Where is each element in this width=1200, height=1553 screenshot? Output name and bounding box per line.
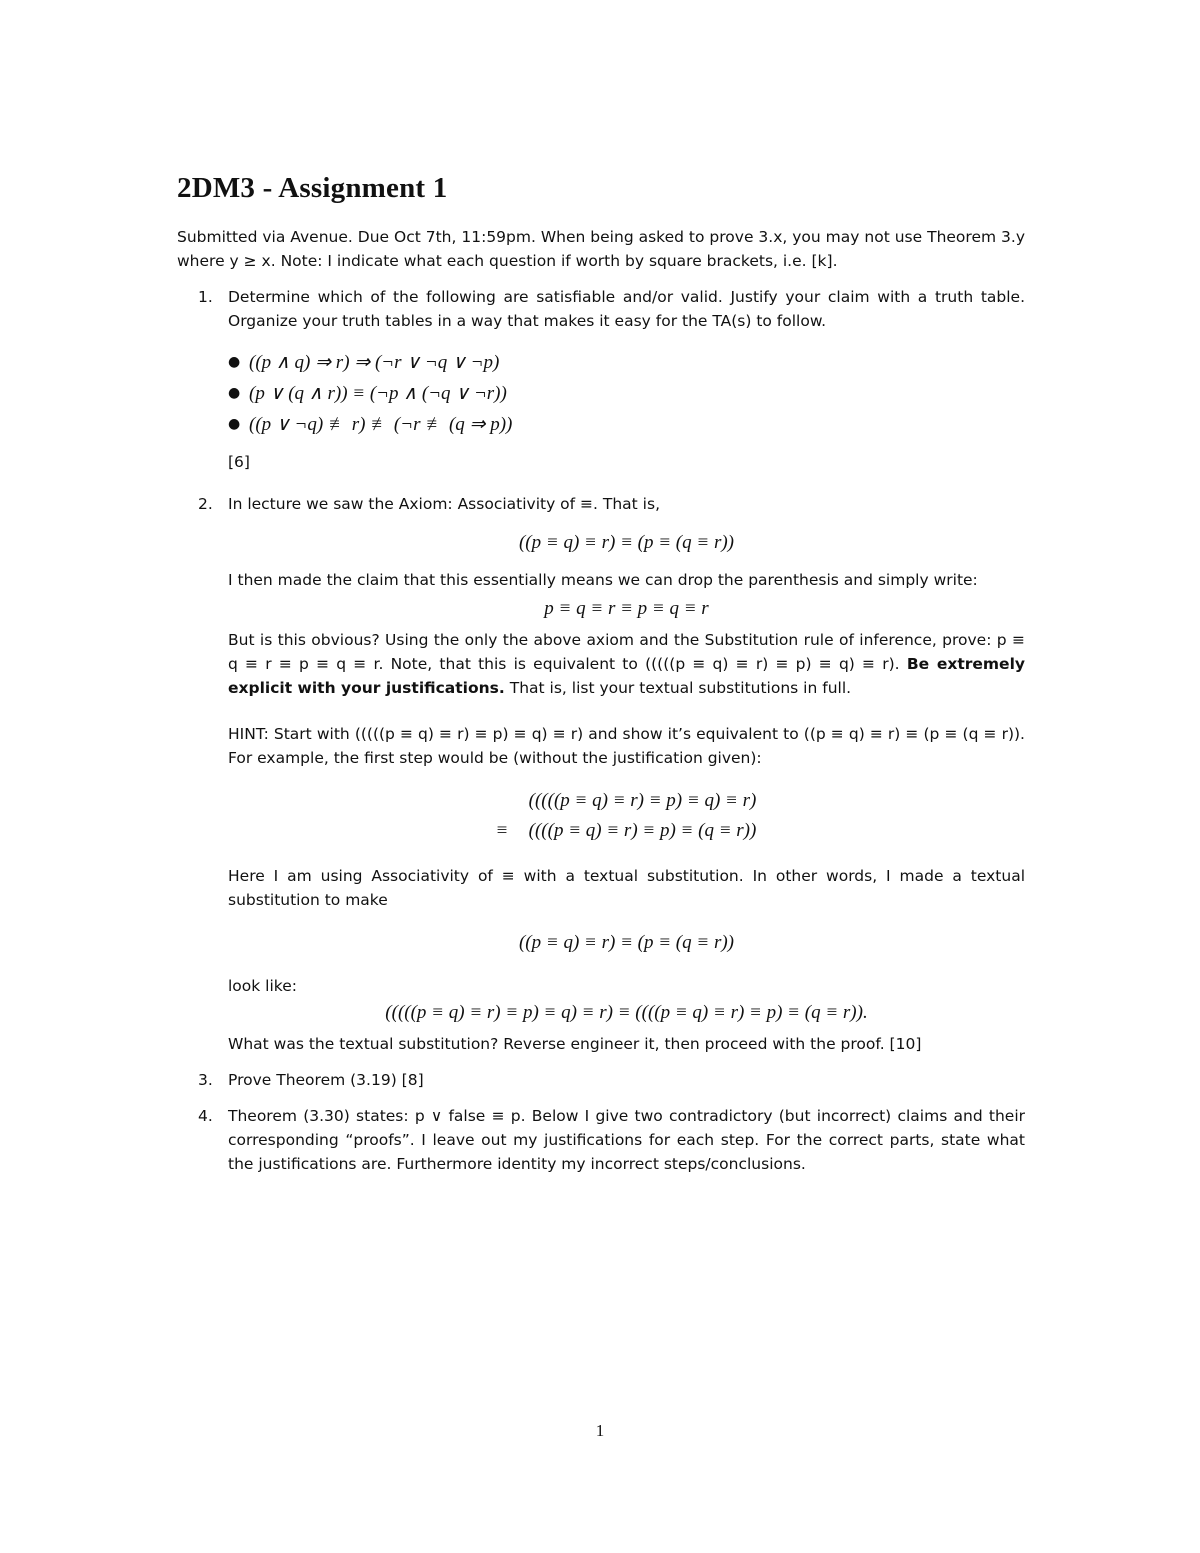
equivalence-symbol: ≡: [496, 820, 508, 841]
derivation-step: [228, 786, 1025, 846]
question-text: Determine which of the following are satisfiable and/or valid. Justify your claim with a truth table. Organize your truth tables in a way that makes it easy for the TA(s) to follow.: [228, 288, 1025, 330]
display-equation: [228, 1000, 1025, 1026]
display-equation: [228, 596, 1025, 622]
question-lead: In lecture we saw the Axiom: Associativity of ≡. That is,: [228, 495, 660, 513]
question-2: [177, 492, 1025, 1056]
points-label: [6]: [228, 453, 250, 471]
question-list: [177, 285, 1025, 1176]
axiom-formula: ((p ≡ q) ≡ r) ≡ (p ≡ (q ≡ r)): [518, 532, 734, 553]
emphasis-tail: That is, list your textual substitutions in full.: [509, 679, 852, 697]
formula-list: [228, 347, 1025, 440]
spacer: [228, 700, 1025, 722]
question-text: Theorem (3.30) states: p ∨ false ≡ p. Below I give two contradictory (but incorrect) claims and their corresponding “proofs”. I leave out my justifications for each step. For the correct parts, state what the justifications are. Furthermore identity my incorrect steps/conclusions.: [228, 1107, 1025, 1173]
display-equation: [228, 530, 1025, 556]
bullet-icon: ●: [228, 354, 241, 370]
question-3: [177, 1068, 1025, 1092]
closing-text: What was the textual substitution? Reverse engineer it, then proceed with the proof. [10]: [228, 1035, 922, 1053]
question-number: 1.: [198, 288, 213, 306]
axiom-formula: ((p ≡ q) ≡ r) ≡ (p ≡ (q ≡ r)): [518, 932, 734, 953]
document-title: 2DM3 - Assignment 1: [177, 172, 448, 204]
explanation-text: Here I am using Associativity of ≡ with a textual substitution. In other words, I made a textual substitution to make: [228, 867, 1025, 909]
question-1: [177, 285, 1025, 474]
hint-text: HINT: Start with (((((p ≡ q) ≡ r) ≡ p) ≡ q) ≡ r) and show it’s equivalent to ((p ≡ q) ≡ r) ≡ (p ≡ (q ≡ r)). For example, the first step would be (without the justification given):: [228, 725, 1025, 767]
question-prompt: But is this obvious? Using the only the above axiom and the Substitution rule of inference, prove: p ≡ q ≡ r ≡ p ≡ q ≡ r. Note, that this is equivalent to (((((p ≡ q) ≡ r) ≡ p) ≡ q) ≡ r).: [228, 631, 1025, 673]
formula: ((p ∧ q) ⇒ r) ⇒ (¬r ∨ ¬q ∨ ¬p): [249, 352, 500, 373]
look-like-text: look like:: [228, 977, 297, 995]
formula-item: [228, 378, 1025, 409]
formula: ((p ∨ ¬q) ≢ r) ≢ (¬r ≢ (q ⇒ p)): [249, 414, 513, 435]
bullet-icon: ●: [228, 416, 241, 432]
derivation-line: (((((p ≡ q) ≡ r) ≡ p) ≡ q) ≡ r): [528, 790, 757, 811]
derivation-row: [228, 816, 1025, 846]
question-body: [228, 628, 1025, 700]
claim-text: I then made the claim that this essentially means we can drop the parenthesis and simply write:: [228, 571, 978, 589]
question-4: [177, 1104, 1025, 1176]
question-number: 4.: [198, 1107, 213, 1125]
page-number: 1: [595, 1421, 605, 1440]
formula-item: [228, 347, 1025, 378]
formula-item: [228, 409, 1025, 440]
formula: (p ∨ (q ∧ r)) ≡ (¬p ∧ (¬q ∨ ¬r)): [249, 383, 507, 404]
bullet-icon: ●: [228, 385, 241, 401]
derivation-row: [228, 786, 1025, 816]
target-formula: (((((p ≡ q) ≡ r) ≡ p) ≡ q) ≡ r) ≡ ((((p ≡ q) ≡ r) ≡ p) ≡ (q ≡ r)).: [385, 1002, 868, 1023]
intro-paragraph: Submitted via Avenue. Due Oct 7th, 11:59pm. When being asked to prove 3.x, you may not use Theorem 3.y where y ≥ x. Note: I indicate what each question if worth by square brackets, i.e. [k].: [177, 228, 1025, 270]
question-number: 2.: [198, 495, 213, 513]
document-body: [177, 172, 1025, 1188]
flat-formula: p ≡ q ≡ r ≡ p ≡ q ≡ r: [544, 598, 709, 619]
question-text: Prove Theorem (3.19) [8]: [228, 1071, 424, 1089]
question-number: 3.: [198, 1071, 213, 1089]
emphasis-text: Be extremely explicit with your justifications.: [228, 655, 1025, 697]
display-equation: [228, 930, 1025, 956]
derivation-line: ((((p ≡ q) ≡ r) ≡ p) ≡ (q ≡ r)): [528, 820, 757, 841]
